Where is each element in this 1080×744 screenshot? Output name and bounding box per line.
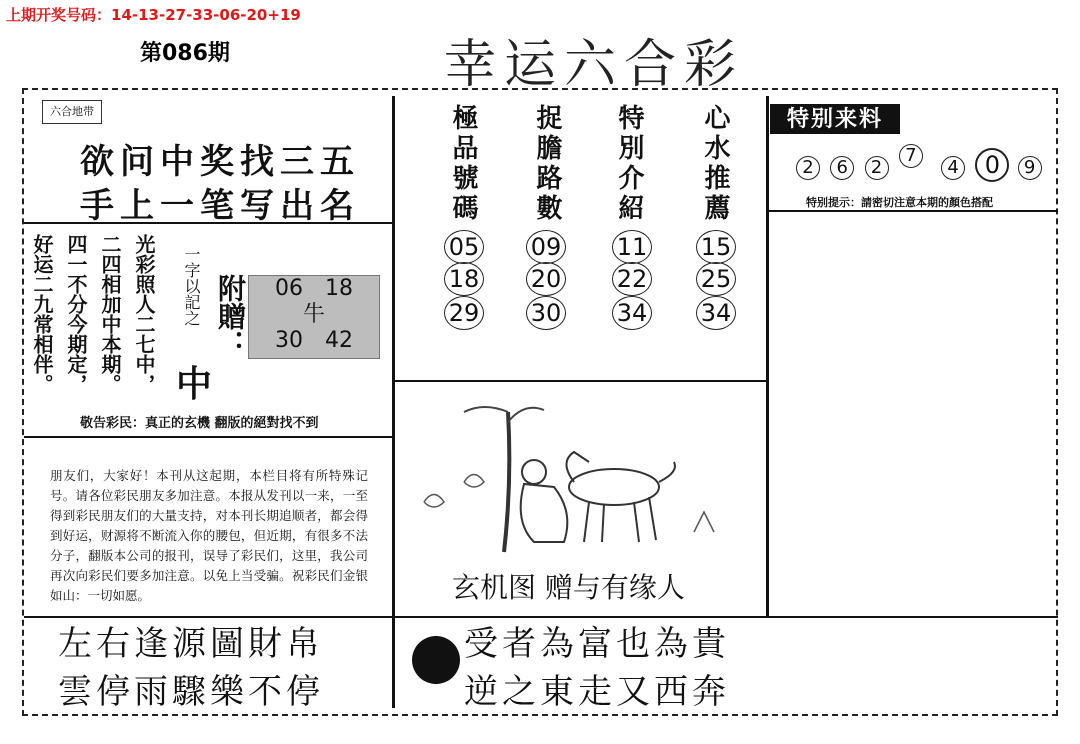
divider-h3 [394,380,768,382]
previous-result: 上期开奖号码：14-13-27-33-06-20+19 [6,6,301,24]
special-num: 9 [1018,156,1042,180]
special-num: 6 [830,156,854,180]
gift-box [248,275,380,359]
top-left-poem [80,140,360,228]
gift-side-text: 一字以記之 [182,246,201,326]
poem-line: 欲问中奖找三五 [80,142,360,182]
divider-mid [766,96,769,616]
number-circle: 22 [612,262,652,296]
riddle-col: 四一不分今期定， [64,234,88,394]
column-title: 極品號碼 [448,104,478,224]
poem-line: 雲停雨驟樂不停 [58,672,324,712]
special-tip: 特别提示：請密切注意本期的顏色搭配 [806,196,993,209]
gift-box-line: 06 18 [275,276,353,301]
divider-h4 [24,616,1058,618]
yin-yang-icon [412,636,460,684]
bottom-left-poem [58,620,324,716]
number-circle: 18 [444,262,484,296]
column-title: 捉膽路數 [532,104,562,224]
illustration [404,392,744,562]
special-num: 4 [941,156,965,180]
gift-box-line: 30 42 [275,328,353,353]
number-circle: 29 [444,296,484,330]
number-circle: 20 [526,262,566,296]
special-num: 2 [796,156,820,180]
riddle-col: 好运二九常相伴。 [30,234,54,394]
riddle-col: 二四相加中本期。 [98,234,122,394]
section-tag: 六合地带 [42,100,102,124]
special-num: 0 [975,148,1009,182]
warning-text: 敬告彩民：真正的玄機 翻版的絕對找不到 [80,416,319,431]
number-circle: 34 [612,296,652,330]
gift-box-line: 牛 [302,302,325,327]
issue-number: 第086期 [140,41,230,66]
poem-line: 左右逢源圖財帛 [58,624,324,664]
notice-paragraph: 朋友们，大家好！本刊从这起期，本栏目将有所特殊记号。请各位彩民朋友多加注意。本报从发刊以一来，一至得到彩民朋友们的大量支持，对本刊长期追顺者，都会得到好运，财源将不断流入你的腰包，但近期，有很多不法分子，翻版本公司的报刊，误导了彩民们，这里，我公司再次向彩民们要多加注意。以免上当受骗。祝彩民们金银如山：一切如愿。 [50,468,368,603]
special-numbers [796,145,1044,182]
poem-line: 受者為富也為貴 [464,624,730,664]
number-circle: 09 [526,230,566,264]
column-title: 心水推薦 [700,104,730,224]
special-title: 特别来料 [770,104,900,134]
gift-char: 中 [176,363,213,405]
poem-line: 逆之東走又西奔 [464,672,730,712]
picture-caption: 玄机图 赠与有缘人 [452,571,685,604]
gift-label: 附贈： [214,274,247,358]
number-circle: 11 [612,230,652,264]
number-circle: 15 [696,230,736,264]
number-circle: 30 [526,296,566,330]
riddle-col: 光彩照人二七中， [132,234,156,394]
number-circle: 05 [444,230,484,264]
number-circle: 25 [696,262,736,296]
special-num: 7 [899,144,923,168]
divider-h5 [768,210,1058,212]
special-num: 2 [865,156,889,180]
poem-line: 手上一笔写出名 [80,186,360,226]
number-circle: 34 [696,296,736,330]
column-title: 特別介紹 [614,104,644,224]
page-title: 幸运六合彩 [444,35,745,95]
bottom-right-poem [464,620,730,716]
divider-h2 [24,436,392,438]
